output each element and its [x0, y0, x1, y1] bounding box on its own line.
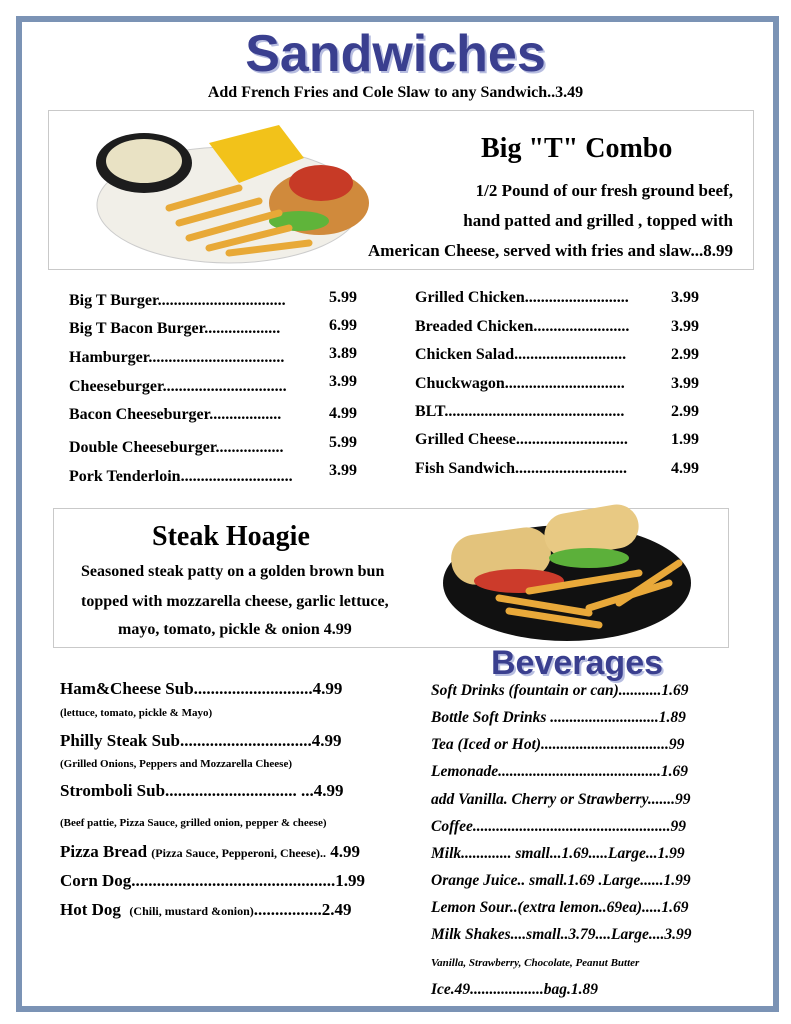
menu-price: 3.99 [671, 289, 699, 306]
menu-item: Fish Sandwich............................ [415, 460, 628, 477]
menu-item: Big T Burger................................ [69, 292, 286, 309]
menu-item: Stromboli Sub............................... ...4.99 [60, 781, 344, 800]
menu-price: 4.99 [330, 842, 361, 861]
beverage-item: Milk............. small...1.69.....Large...1.99 [431, 845, 685, 862]
combo-plate-image [89, 113, 379, 269]
menu-item-note: (lettuce, tomato, pickle & Mayo) [60, 707, 213, 719]
menu-item: Corn Dog................................................1.99 [60, 871, 366, 890]
beverage-item: Lemonade..........................................1.69 [431, 763, 689, 780]
beverage-item: Soft Drinks (fountain or can)...........1.69 [431, 682, 689, 699]
menu-price: 4.99 [671, 460, 699, 477]
menu-price: 2.99 [671, 403, 699, 420]
menu-price: 4.99 [329, 405, 357, 422]
menu-item: Grilled Chicken.......................... [415, 289, 629, 306]
page-title: Sandwiches [245, 25, 546, 83]
menu-item: Chuckwagon.............................. [415, 375, 625, 392]
menu-item [60, 842, 360, 862]
menu-item: Hamburger.................................. [69, 349, 285, 366]
menu-price: ................2.49 [253, 900, 352, 919]
beverage-item: Tea (Iced or Hot).................................99 [431, 736, 685, 753]
hoagie-title: Steak Hoagie [152, 521, 310, 552]
beverage-item: Milk Shakes....small..3.79....Large....3.99 [431, 926, 692, 943]
menu-item [60, 900, 352, 920]
combo-line-3: American Cheese, served with fries and slaw...8.99 [368, 241, 733, 260]
hoagie-box [53, 508, 729, 648]
menu-item: Philly Steak Sub...............................4.99 [60, 731, 342, 750]
combo-line-2: hand patted and grilled , topped with [463, 211, 733, 230]
menu-item: BLT............................................. [415, 403, 625, 420]
menu-item: Breaded Chicken........................ [415, 318, 630, 335]
menu-item-detail: (Pizza Sauce, Pepperoni, Cheese).. [151, 846, 327, 860]
hoagie-line-1: Seasoned steak patty on a golden brown bun [81, 563, 385, 580]
menu-item: Bacon Cheeseburger.................. [69, 406, 282, 423]
menu-price: 5.99 [329, 289, 357, 306]
menu-price: 6.99 [329, 317, 357, 334]
menu-price: 3.99 [329, 462, 357, 479]
menu-price: 5.99 [329, 434, 357, 451]
menu-item: Chicken Salad............................ [415, 346, 627, 363]
beverage-item: Lemon Sour..(extra lemon..69ea).....1.69 [431, 899, 689, 916]
beverages-title: Beverages [491, 644, 664, 682]
page-subtitle: Add French Fries and Cole Slaw to any Sandwich..3.49 [207, 84, 584, 101]
beverage-item: Ice.49...................bag.1.89 [431, 981, 599, 998]
menu-item: Ham&Cheese Sub............................4.99 [60, 679, 343, 698]
hoagie-line-3: mayo, tomato, pickle & onion 4.99 [118, 621, 352, 638]
menu-item-name: Hot Dog [60, 900, 121, 919]
menu-item: Pork Tenderloin............................ [69, 468, 293, 485]
menu-item-note: (Beef pattie, Pizza Sauce, grilled onion, pepper & cheese) [60, 817, 327, 829]
beverage-item: Orange Juice.. small.1.69 .Large......1.99 [431, 872, 691, 889]
menu-item: Cheeseburger............................... [69, 378, 287, 395]
menu-price: 3.99 [671, 375, 699, 392]
menu-price: 3.99 [329, 373, 357, 390]
beverage-flavors: Vanilla, Strawberry, Chocolate, Peanut Butter [431, 957, 640, 969]
menu-item: Grilled Cheese............................ [415, 431, 628, 448]
hoagie-line-2: topped with mozzarella cheese, garlic lettuce, [81, 593, 389, 610]
menu-price: 3.99 [671, 318, 699, 335]
combo-title: Big "T" Combo [481, 133, 673, 164]
menu-price: 3.89 [329, 345, 357, 362]
menu-item: Double Cheeseburger................. [69, 439, 284, 456]
beverage-item: Coffee...................................................99 [431, 818, 687, 835]
menu-item-name: Pizza Bread [60, 842, 148, 861]
menu-item: Big T Bacon Burger................... [69, 320, 281, 337]
hoagie-plate-image [439, 503, 699, 643]
beverage-item: Bottle Soft Drinks ............................1.89 [431, 709, 686, 726]
combo-line-1: 1/2 Pound of our fresh ground beef, [475, 181, 733, 200]
menu-price: 1.99 [671, 431, 699, 448]
beverage-item: add Vanilla. Cherry or Strawberry.......99 [431, 791, 691, 808]
menu-item-note: (Grilled Onions, Peppers and Mozzarella Cheese) [60, 758, 292, 770]
combo-box [48, 110, 754, 270]
menu-price: 2.99 [671, 346, 699, 363]
menu-item-detail: (Chili, mustard &onion) [129, 904, 254, 918]
